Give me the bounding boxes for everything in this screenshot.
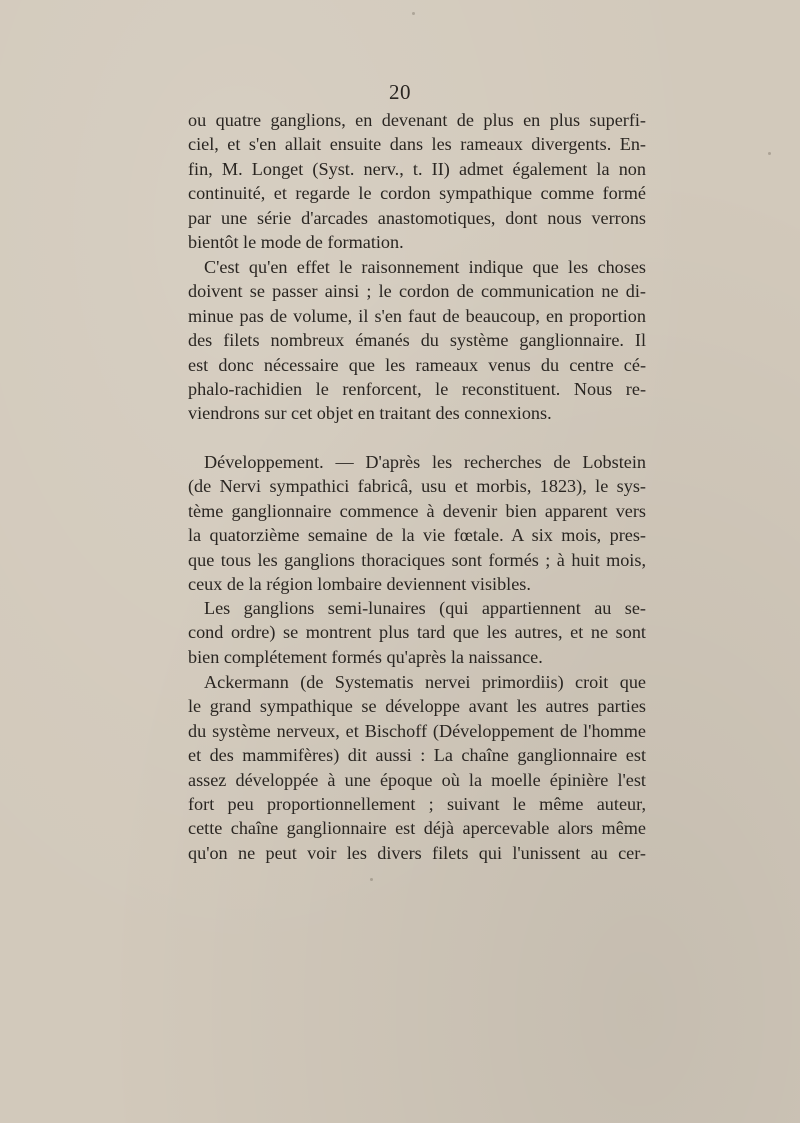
paragraph-2 xyxy=(188,255,646,426)
text-line: par une série d'arcades anastomotiques, dont nous verrons xyxy=(188,207,646,228)
text-line: la quatorzième semaine de la vie fœtale. A six mois, pres- xyxy=(188,525,646,546)
text-line: est donc nécessaire que les rameaux venus du centre cé- xyxy=(188,354,646,375)
text-line: ou quatre ganglions, en devenant de plus en plus superfi- xyxy=(188,110,646,130)
text-line: fin, M. Longet (Syst. nerv., t. II) admet également la non xyxy=(188,158,646,179)
text-line: bientôt le mode de formation. xyxy=(188,231,404,252)
text-line: assez développée à une époque où la moelle épinière l'est xyxy=(188,769,646,790)
text-line: qu'on ne peut voir les divers filets qui l'unissent au cer- xyxy=(188,842,646,863)
text-line: et des mammifères) dit aussi : La chaîne ganglionnaire est xyxy=(188,745,646,766)
paragraph-3 xyxy=(188,450,646,596)
paper-speck xyxy=(370,878,373,881)
text-line: tème ganglionnaire commence à devenir bien apparent vers xyxy=(188,500,646,521)
page-number: 20 xyxy=(389,80,411,104)
text-line: que tous les ganglions thoraciques sont formés ; à huit mois, xyxy=(188,549,646,570)
paper-speck xyxy=(412,12,415,15)
text-line: continuité, et regarde le cordon sympathique comme formé xyxy=(188,183,646,204)
text-line: Développement. — D'après les recherches de Lobstein xyxy=(204,452,646,472)
text-line: (de Nervi sympathici fabricâ, usu et morbis, 1823), le sys- xyxy=(188,476,646,497)
text-line: ciel, et s'en allait ensuite dans les rameaux divergents. En- xyxy=(188,134,646,155)
text-line: minue pas de volume, il s'en faut de beaucoup, en proportion xyxy=(188,305,646,326)
paragraph-4 xyxy=(188,596,646,669)
text-line: phalo-rachidien le renforcent, le reconstituent. Nous re- xyxy=(188,378,646,399)
paragraph-5 xyxy=(188,670,646,865)
text-line: doivent se passer ainsi ; le cordon de communication ne di- xyxy=(188,281,646,302)
text-line: Les ganglions semi-lunaires (qui appartiennent au se- xyxy=(204,598,646,618)
text-line: C'est qu'en effet le raisonnement indique que les choses xyxy=(204,257,646,277)
paper-speck xyxy=(768,152,771,155)
text-line: du système nerveux, et Bischoff (Développement de l'homme xyxy=(188,720,646,741)
text-line: Ackermann (de Systematis nervei primordiis) croit que xyxy=(204,672,646,692)
text-line: cette chaîne ganglionnaire est déjà apercevable alors même xyxy=(188,818,646,839)
text-line: des filets nombreux émanés du système ganglionnaire. Il xyxy=(188,330,646,351)
text-line: viendrons sur cet objet en traitant des connexions. xyxy=(188,403,552,424)
paragraph-1 xyxy=(188,108,646,254)
text-line: ceux de la région lombaire deviennent visibles. xyxy=(188,573,531,594)
text-line: le grand sympathique se développe avant les autres parties xyxy=(188,696,646,717)
text-line: bien complétement formés qu'après la naissance. xyxy=(188,646,543,667)
text-line: cond ordre) se montrent plus tard que les autres, et ne sont xyxy=(188,622,646,643)
text-line: fort peu proportionnellement ; suivant le même auteur, xyxy=(188,793,646,814)
